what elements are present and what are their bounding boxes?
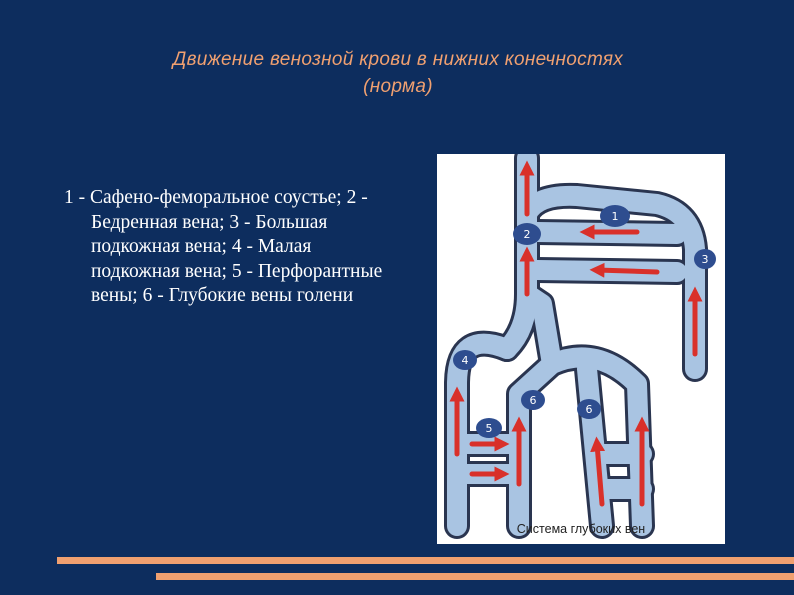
- legend-paragraph: 1 - Сафено-феморальное соустье; 2 - Бедренная вена; 3 - Большая подкожная вена; 4 - Малая подкожная вена; 5 - Перфорантные вены; 6 - Глубокие вены голени: [64, 187, 383, 306]
- marker-4: [453, 350, 477, 370]
- vein-diagram-svg: [437, 154, 725, 544]
- svg-text:5: 5: [485, 422, 493, 435]
- slide-title: [60, 46, 736, 100]
- svg-text:4: 4: [461, 354, 469, 367]
- slide-title-line2: (норма): [363, 76, 433, 97]
- vein-diagram: [437, 154, 725, 544]
- decorative-bar-top: [57, 557, 794, 564]
- svg-text:2: 2: [523, 228, 531, 241]
- flow-arrow: [597, 270, 657, 272]
- slide-title-line1: Движение венозной крови в нижних конечностях: [172, 49, 624, 70]
- decorative-bar-bottom: [156, 573, 794, 580]
- svg-text:6: 6: [529, 394, 537, 407]
- marker-2: [513, 223, 541, 245]
- legend-text: [64, 186, 384, 309]
- marker-3: [694, 249, 716, 269]
- svg-text:3: 3: [701, 253, 709, 266]
- svg-text:1: 1: [611, 210, 619, 223]
- marker-1: [600, 205, 630, 227]
- figure-caption: Система глубоких вен: [516, 522, 646, 536]
- svg-text:6: 6: [585, 403, 593, 416]
- marker-6b: [577, 399, 601, 419]
- marker-6a: [521, 390, 545, 410]
- marker-5: [476, 418, 502, 438]
